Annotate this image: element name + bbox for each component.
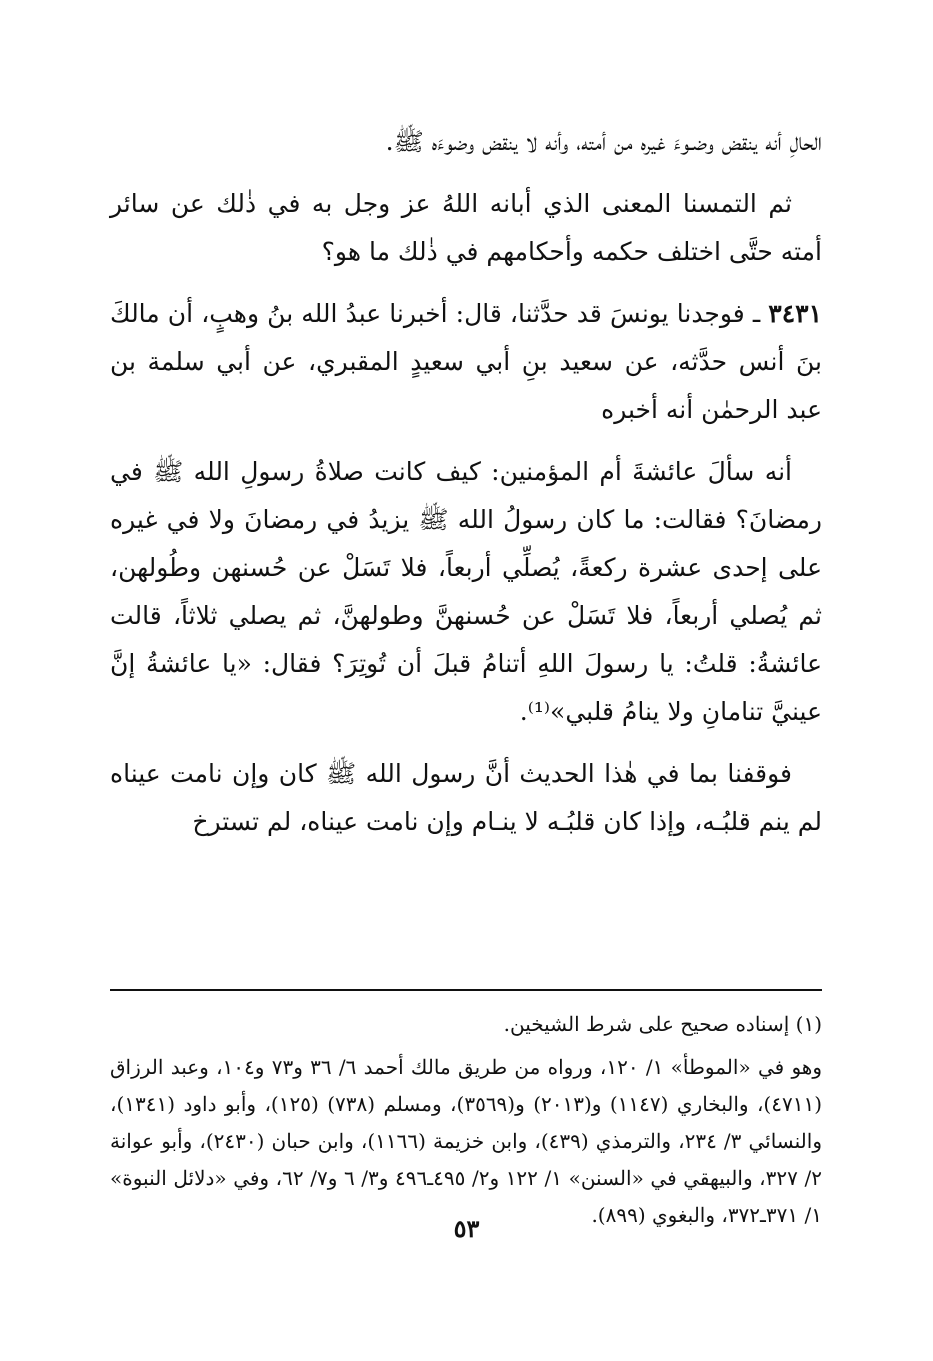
footnote-1: (١) إسناده صحيح على شرط الشيخين.: [503, 1012, 822, 1036]
main-text: [110, 118, 823, 1227]
page-number: ٥٣: [453, 1214, 480, 1243]
footnote-divider: [110, 989, 822, 991]
hadith-number: ٣٤٣١: [768, 299, 822, 328]
paragraph-1: الحالِ أنه ينقض وضـوءَ غيره من أمته، وأنه لا ينقض وضوءَه ﷺ.: [385, 127, 822, 156]
paragraph-5: فوقفنا بما في هٰذا الحديث أنَّ رسول الله ﷺ كان وإن نامت عيناه لم ينم قلبُـه، وإذا كان قلبُـه لا ينـام وإن نامت عيناه، لم تسترخ: [110, 759, 822, 836]
paragraph-4: أنه سألَ عائشةَ أم المؤمنين: كيف كانت صلاةُ رسولِ الله ﷺ في رمضانَ؟ فقالت: ما كان رسولُ الله ﷺ يزيدُ في رمضانَ ولا في غيره على إحدى عشرة ركعةً، يُصلِّي أربعاً، فلا تَسَلْ عن حُسنهن وطُولهن، ثم يُصلي أربعاً، فلا تَسَلْ عن حُسنهنَّ وطولهنَّ، ثم يصلي ثلاثاً، قالت عائشةُ: قلتُ: يا رسولَ اللهِ أتنامُ قبلَ أن تُوتِرَ؟ فقال: «يا عائشةُ إنَّ عينيَّ تنامانِ ولا ينامُ قلبي»⁽¹⁾.: [110, 457, 822, 726]
hadith-paragraph: [110, 290, 822, 434]
paragraph-2: ثم التمسنا المعنى الذي أبانه اللهُ عز وجل به في ذٰلك عن سائر أمته حتَّى اختلف حكمه وأحكامهم في ذٰلك ما هو؟: [110, 189, 822, 266]
hadith-chain-text: ـ فوجدنا يونسَ قد حدَّثنا، قال: أخبرنا عبدُ الله بنُ وهبٍ، أن مالكَ بنَ أنس حدَّثه، عن سعيد بنِ أبي سعيدٍ المقبري، عن أبي سلمة بن عبد الرحمٰن أنه أخبره: [110, 299, 822, 424]
footnotes: [110, 1006, 822, 1234]
footnote-1-sources: وهو في «الموطأ» ١/ ١٢٠، ورواه من طريق مالك أحمد ٦/ ٣٦ و٧٣ و١٠٤، وعبد الرزاق (٤٧١١)، والبخاري (١١٤٧) و(٢٠١٣) و(٣٥٦٩)، ومسلم (٧٣٨) (١٢٥)، وأبو داود (١٣٤١)، والنسائي ٣/ ٢٣٤، والترمذي (٤٣٩)، وابن خزيمة (١١٦٦)، وابن حبان (٢٤٣٠)، وأبو عوانة ٢/ ٣٢٧، والبيهقي في «السنن» ١/ ١٢٢ و٢/ ٤٩٥ـ٤٩٦ و٣/ ٦ و٧/ ٦٢، وفي «دلائل النبوة» ١/ ٣٧١ـ٣٧٢، والبغوي (٨٩٩).: [110, 1055, 823, 1227]
